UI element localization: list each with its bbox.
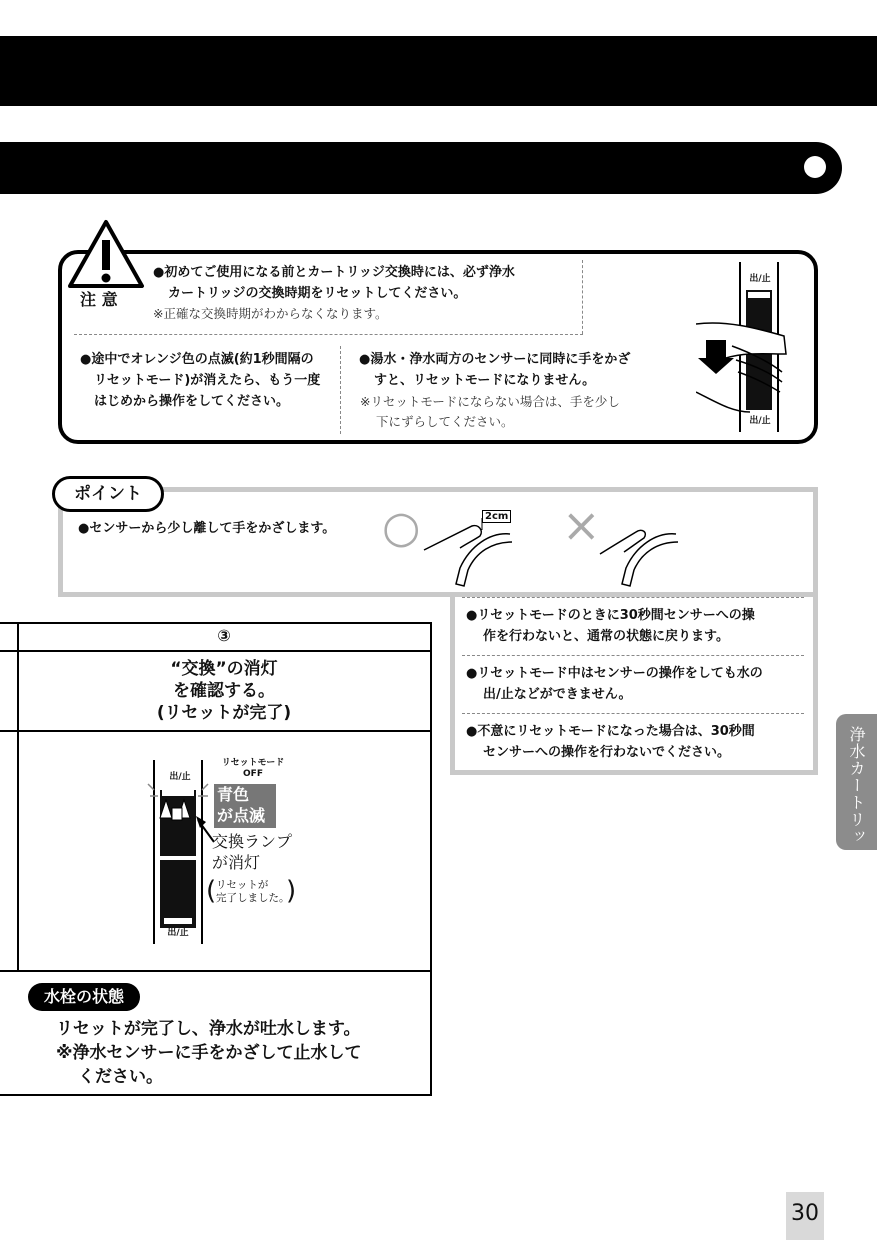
note2-line1: ●リセットモード中はセンサーの操作をしても水の xyxy=(466,666,763,681)
faucet-hands-illustration xyxy=(696,262,796,432)
caution-para2-line3: はじめから操作をしてください。 xyxy=(94,394,290,409)
note1-line2: 作を行わないと、通常の状態に戻ります。 xyxy=(483,629,729,644)
paren-right: ) xyxy=(286,876,297,906)
paren-left: ( xyxy=(206,876,217,906)
reset-mode-label-line2: OFF xyxy=(243,769,263,779)
side-index-label: 浄水カートリッジ xyxy=(806,725,866,845)
note3-line2: センサーへの操作を行わないでください。 xyxy=(483,745,731,760)
side-index-tab[interactable] xyxy=(806,714,877,850)
caution-para3-line2: すと、リセットモードになりません。 xyxy=(374,373,596,388)
divider xyxy=(340,346,341,434)
caution-para3-note1: ※リセットモードにならない場合は、手を少し xyxy=(360,394,620,409)
caution-para3-note2: 下にずらしてください。 xyxy=(376,414,514,429)
section-bar xyxy=(0,142,842,194)
caution-para2-line2: リセットモード)が消えたら、もう一度 xyxy=(94,373,321,388)
lamp-off-line1: 交換ランプ xyxy=(212,832,293,851)
step-title-line1: “交換”の消灯 xyxy=(170,659,278,679)
device-label-top: 出/止 xyxy=(169,772,191,782)
divider xyxy=(462,713,804,714)
note3-line1: ●不意にリセットモードになった場合は、30秒間 xyxy=(466,724,755,739)
note1-line1: ●リセットモードのときに30秒間センサーへの操 xyxy=(466,608,755,623)
page-number: 30 xyxy=(786,1192,824,1240)
step-title-line3: (リセットが完了) xyxy=(156,703,292,723)
step-title-line2: を確認する。 xyxy=(173,681,275,701)
device-label-bottom: 出/止 xyxy=(167,928,189,938)
step-number: ③ xyxy=(217,626,231,645)
hand-too-close-illustration xyxy=(596,508,696,588)
caution-para2-line1: ●途中でオレンジ色の点滅(約1秒間隔の xyxy=(80,352,314,367)
water-state-tab: 水栓の状態 xyxy=(28,983,140,1011)
caution-label: 注 意 xyxy=(80,290,118,309)
blue-blink-line2: が点滅 xyxy=(217,806,266,825)
divider xyxy=(462,597,804,598)
point-tab: ポイント xyxy=(52,476,164,512)
caution-para1-note: ※正確な交換時期がわからなくなります。 xyxy=(153,306,388,321)
caution-para1-line2: カートリッジの交換時期をリセットしてください。 xyxy=(168,286,467,301)
blue-blink-line1: 青色 xyxy=(217,785,250,804)
warning-triangle-icon xyxy=(66,218,146,290)
divider xyxy=(582,260,583,334)
divider xyxy=(462,655,804,656)
section-dot-icon xyxy=(804,156,826,178)
reset-mode-label-line1: リセットモード xyxy=(221,758,285,768)
water-state-line2: ※浄水センサーに手をかざして止水して xyxy=(56,1043,362,1063)
faucet-label-bottom: 出/止 xyxy=(749,416,771,426)
reset-done-line1: リセットが xyxy=(216,879,269,891)
water-state-line3: ください。 xyxy=(78,1067,163,1087)
blue-blink-label xyxy=(214,784,276,828)
faucet-label-top: 出/止 xyxy=(749,274,771,284)
caution-para1-line1: ●初めてご使用になる前とカートリッジ交換時には、必ず浄水 xyxy=(153,265,515,280)
note2-line2: 出/止などができません。 xyxy=(483,687,632,702)
header-bar xyxy=(0,36,877,106)
reset-done-line2: 完了しました。 xyxy=(216,892,290,904)
divider xyxy=(74,334,583,335)
caution-para3-line1: ●湯水・浄水両方のセンサーに同時に手をかざ xyxy=(359,352,631,367)
point-text: ●センサーから少し離して手をかざします。 xyxy=(78,521,336,536)
faucet-sensor-device xyxy=(146,760,216,944)
water-state-line1: リセットが完了し、浄水が吐水します。 xyxy=(56,1019,361,1039)
ng-cross-icon: × xyxy=(562,498,601,552)
ok-circle-icon: ○ xyxy=(382,502,421,553)
distance-label: 2cm xyxy=(482,510,511,523)
lamp-off-line2: が消灯 xyxy=(212,853,261,872)
